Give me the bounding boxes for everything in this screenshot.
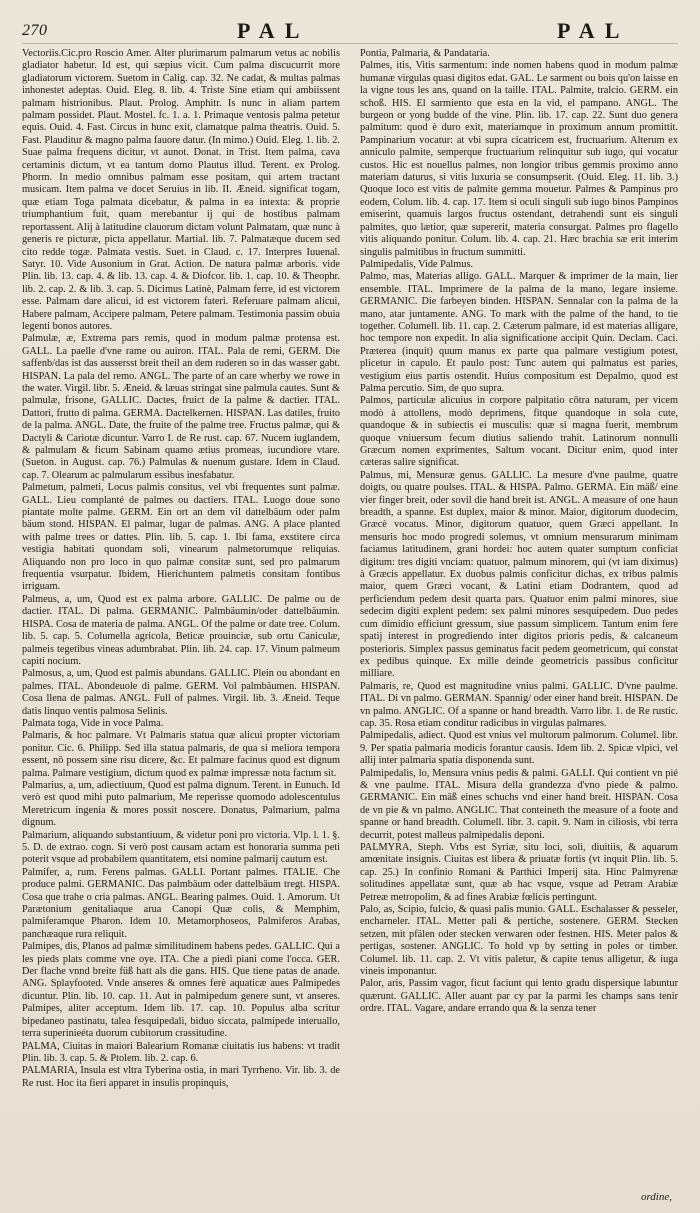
page-header — [22, 18, 678, 44]
header-rule — [22, 43, 678, 44]
dictionary-entry: Palmifer, a, rum. Ferens palmas. GALLI. Portant palmes. ITALIE. Che produce palmi. GERMANIC. Das palmbäum oder dattelbäum tregt. HISPA. Cosa que trahe o cria palmas. ANGL. Bearing palmes. Ouid. 1. Amorum. Ut Parætonium genitaliaque arua Canopi Quæ colis, & Memphim, palmiferamque Pharon. Idem 10. Metamorphoseos, Palmiferos Arabas, panchæaque rura reliquit. — [22, 866, 340, 940]
dictionary-entry: Palmipes, dis, Planos ad palmæ similitudinem habens pedes. GALLIC. Qui a les pieds plats comme vne oye. ITA. Che a piedi piani come l'occa. GER. Der flache vnnd breite füß hatt als die gans. HIS. Que tiene patas de anade. ANG. Splayfooted. Vnde anseres & omnes ferè aquaticæ aues Palmipedes dicuntur. Plin. lib. 10. cap. 11. Aut in palmipedum genere sunt, vt anseres. Palmipes, aliter acceptum. Idem lib. 17. cap. 10. Populus alba scritur bipedaneo pastinatu, talea fesquipedali, biduo siccata, palmipede interuallo, terra superinieéta duorum cubitorum crassitudine. — [22, 941, 340, 1040]
dictionary-entry: Palmata toga, Vide in voce Palma. — [22, 717, 164, 729]
running-head-right: PAL — [557, 18, 630, 43]
dictionary-entry: Palor, aris, Passim vagor, ficut faciunt qui lento gradu dispersique labuntur quærunt. GALLIC. Aller auant par cy par la parmi les champs sans tenir ordre. ITAL. Vagare, andare errando qua & la senza tener — [360, 978, 678, 1015]
catchword: ordine, — [640, 1191, 672, 1203]
dictionary-entry: Pontia, Palmaria, & Pandataria. — [360, 48, 490, 59]
dictionary-entry: Palmetum, palmeti, Locus palmis consitus, vel vbi frequentes sunt palmæ. GALL. Lieu complanté de palmes ou dactiers. ITAL. Luogo doue sono piantate molte palme. GERM. Ein ort an dem vil dattelbäum oder palm bäum stond. HISPAN. El palmar, lugar de palmas. ANG. A place planted with palme trees or dattes. Plin. lib. 5. cap. 1. Ibi fama, exstitere circa vestigia habitati quondam soli, vinearum palmetorumque reliquias. Aliquando non pro loco in quo palmæ consitæ sunt, sed pro palmarum frequentia vsurpatur. Ibidem, Hierichuntem palmetis consitam fontibus irriguam. — [22, 482, 340, 593]
dictionary-entry: Palmarium, aliquando substantiuum, & videtur poni pro victoria. Vlp. l. 1. §. 5. D. de extrao. cogn. Si verò post causam actam est honoraria summa peti poterit vsque ad probabilem quantitatem, etsi nomine palmarij cautum est. — [22, 829, 340, 866]
dictionary-entry: PALMARIA, Insula est vltra Tyberina ostia, in mari Tyrrheno. Vir. lib. 3. de Re rust. Hoc ita fieri apparet in insulis propinquis, — [22, 1065, 340, 1089]
dictionary-entry: Palmosus, a, um, Quod est palmis abundans. GALLIC. Plein ou abondant en palmes. ITAL. Abondeuole di palme. GERM. Vol palmbäumen. HISPAN. Cosa llena de palmas. ANGL. Full of palmes. Virgil. lib. 3. Æneid. Teque datis linquo ventis palmosa Selinis. — [22, 668, 340, 717]
dictionary-entry: Palmarius, a, um, adiectiuum, Quod est palma dignum. Terent. in Eunuch. Id verò est quod mihi puto palmarium, Me reperisse quomodo adolescentulus Meretricum ingenia & mores possit noscere. Donatus, Palmarium, palma dignum. — [22, 779, 340, 829]
left-column — [22, 48, 340, 1090]
dictionary-entry: Vectoriis.Cic.pro Roscio Amer. Alter plurimarum palmarum vetus ac nobilis gladiator habetur. Id est, qui sæpius vicit. Cum palma discucurrit more gladiatorum victorem. Suetom in Calig. cap. 32. Ne cadat, & multas palmas inhonestet adeptas. Ouid. Eleg. 8. lib. 4. Triste Sine etiam qui ambiissent palmam histrionibus. Plaut. Prolog. Amphitr. Is nunc in aliam partem palmam possidet. Plaut. Mostel. fc. 1. a. 1. Primaque ventosis palma petetur equis. Ouid. 4. Fast. Circus in hunc exit, clamatque palma theatris. Ouid. 5. Fast. Plauditur & magno palma fauore datur. (In mimo.) Ouid. Eleg. 1. lib. 2. Suae palma frequens dicitur, vt aunot. Donat. in Trist. Item palma, cava certaminis dictum, vt ea tantum domo Plautus illud. Terent. ex Prolog. Phorm. In medio omnibus palmam esse positam, qui artem tractant musicam. Item palma ve docet Seruius in lib. II. Æneid. significat togam, quæ etiam Toga palmata dicebatur, & palma in ea intexta: & proprie triumphantium fuit, quam merebantur ij qui de hostibus palmam reportassent. Alij à latitudine clauorum dictam volunt Palmatam, quæ nunc à generis re picturæ, picta appellatur. Martial. lib. 7. Palmatæque ducem sed cito redde togæ. Palmata vestis. Suet. in Claud. c. 17. Interpres Iuuenal. Satyr. 10. Vide Ausonium in Grat. Action. De natura palmæ arboris. vide Plin. lib. 13. cap. 4. & lib. 13. cap. 4. & Diofcor. lib. 1. cap. 10. & Theophr. lib. 2. cap. 2. & lib. 3. cap. 5. Dicimus Latinè, Palmam ferre, id est victorem esse. Palmam dare alicui, id est victorem fateri. Referuare palmam alicui, Habere palmam, Accipere palmam, Petere palmam. Testimonia passim obuia legenti bonos autores. — [22, 48, 340, 332]
dictionary-entry: PALMYRA, Steph. Vrbs est Syriæ, situ loci, soli, diuitiis, & aquarum amœnitate insignis. Ciuitas est libera & priuatæ fortis (vt inquit Plin. lib. 5. cap. 25.) In confinio Romani & Parthici Imperij sita. Hinc Palmyrenæ solitudines appellatæ sunt, quæ ab hac vsque, vsque ad Petram Arabiæ Petreæ metropolim, & ad fines Arabiæ fœlicis pertingunt. — [360, 842, 678, 903]
two-column-body — [22, 48, 678, 1090]
page-number: 270 — [22, 22, 48, 39]
dictionary-entry: Palmes, itis, Vitis sarmentum: inde nomen habens quod in modum palmæ humanæ virgulas quasi digitos edat. GAL. Le sarment ou bois qu'on laisse en la vigne tous les ans, quand on la taille. ITAL. Palmite, tralcio. GERM. ein schoß. HIS. El sarmiento que esta en la vid, el pampano. ANGL. The burgeon or yong budde of the vine. Plin. lib. 17. cap. 22. Sunt duo genera palmitum: quod è duro exit, materiamque in proximum annum promittit. Pampinarium vocatur: at vbi supra cicatricem est, fructuarium. Alterum ex anniculo palmite, semperque fructuarium relinquitur sub iugo, qui vocatur custos. Hic est nouellus palmes, non longior tribus gemmis proximo anno materiam daturus, si vitis luxuria se consumpserit. (Ouid. Eleg. 11. lib. 3.) Quoque loco est vitis de palmite gemma mouetur. Palmes & Pampinus pro eodem, Colum. lib. 4. cap. 17. Item si oculi singuli sub iugo binos Pampinos emiserint, quamuis largos fructus ostendant, detrahendi sunt eis singuli palmites, quo lætior, quæ supererit, materia consurgat. Palmes pro flagello vitis aliquando ponitur. Colum. lib. 4. cap. 21. Hæc brachia sæ erit interim singulis palmitibus in fructum summitti. — [360, 60, 678, 258]
dictionary-entry: Palmeus, a, um, Quod est ex palma arbore. GALLIC. De palme ou de dactier. ITAL. Di palma. GERMANIC. Palmbäumin/oder dattelbäumin. HISPA. Cosa de materia de palma. ANGL. Of the palme or date tree. Colum. lib. 5. cap. 5. Columella agricola, Beticæ prouinciæ, sub ortu Caniculæ, palmeis tegetibus vineas adumbrabat. Plin. lib. 24. cap. 17. Vinum palmeum capiti nocium. — [22, 593, 340, 667]
right-column — [360, 48, 678, 1090]
dictionary-entry: Palmaris, re, Quod est magnitudine vnius palmi. GALLIC. D'vne paulme. ITAL. Di vn palmo. GERMAN. Spannig/ oder einer hand breit. HISPAN. De vn palmo. ANGLIC. Of a spanne or hand breadth. Varro libr. 1. de Re rustic. cap. 35. Rosa etiam conditur radicibus in virgulas palmares. — [360, 680, 678, 729]
dictionary-entry: Palo, as, Scipio, fulcio, & quasi palis munio. GALL. Eschalasser & pesseler, encharneler. ITAL. Metter pali & pertiche, sostenere. GERM. Stecken setzen, mit pfälen oder stecken verwaren oder festnen. HIS. Meter palos & pertigas, sostener. ANGLIC. To hold vp by setting in poles or timber. Columel. lib. 11. cap. 2. Vt vitis paletur, & capite tenus alligetur, & iuga vineis imponantur. — [360, 904, 678, 978]
dictionary-entry: Palmipedalis, Vide Palmus. — [360, 258, 474, 270]
dictionary-entry: PALMA, Ciuitas in maiori Balearium Romanæ ciuitatis ius habens: vt tradit Plin. lib. 3. cap. 5. & Ptolem. lib. 2. cap. 6. — [22, 1040, 340, 1064]
running-head-left: PAL — [237, 18, 310, 43]
dictionary-entry: Palmaris, & hoc palmare. Vt Palmaris statua quæ alicui propter victoriam ponitur. Cic. 6. Philipp. Sed illa statua palmaris, de qua si meliora tempora essent, nō possem sine risu dicere, &c. Et palmare facinus quod est dignum palma. Palmare vestigium, dictum quod ex palmæ impressæ nota factum sit. — [22, 730, 340, 779]
dictionary-entry: Palmo, mas, Materias alligo. GALL. Marquer & imprimer de la main, lier ensemble. ITAL. Imprimere de la palma de la mano, legare insieme. GERMANIC. Die farbeyen binden. HISPAN. Sennalar con la palma de la mano, atar juntamente. ANG. To mark with the palme of the hand, to tie together. Columell. lib. 11. cap. 2. Cæterum palmare, id est materias alligare, hoc tempore non expedit. In alia significatione accipit Quin. Declam. Caci. Præterea (inquit) quum manus ex parte qua palmare vestigium potest, plicetur in capulo. Et paulo post: Tunc autem qui palmatus est paries, vestigium eius partis ostendit. Huius compositum est Depalmo, quod est Palma percutio. Sim, de quo supra. — [360, 271, 678, 394]
dictionary-entry: Palmipedalis, adiect. Quod est vnius vel multorum palmorum. Columel. libr. 9. Per spatia palmaria modicis forantur causis. Idem lib. 2. Spicæ vlpici, vel allij inter palmaria spatia disponenda sunt. — [360, 730, 678, 767]
dictionary-entry: Palmulæ, æ, Extrema pars remis, quod in modum palmæ protensa est. GALL. La paelle d'vne rame ou auiron. ITAL. Pala de remi, GERM. Die saffenb/das ist das aussersst breit theil an dem ruderen so in das wasser gabt. HISPAN. La pala del remo. ANGL. The parte of an care wherby we rowe in the water. Virgil. libr. 5. Æneid. & læuas stringat sine palmula cautes. Sunt & palmulæ, frisone, GALLIC. Dactes, fruict de la palme & dactier. ITAL. Dattori, frutto di palma. GERMA. Dactelkernen. HISPAN. Las datiles, fruito de la palma. ANGL. Date, the fruite of the palme tree. Fructus palmæ, qui & Dactyli & Cariotæ dicuntur. Varro I. de Re rust. cap. 67. Nucem iuglandem, & palmulam & ficum Sabinam quamo ætius promeas, iucundiore vtare. (Sueton. in August. cap. 76.) Palmulas & nuenum gustare. Idem in Claud. cap. 7. Olearum ac palmularum essibus inesfabatur. — [22, 333, 340, 481]
dictionary-entry: Palmipedalis, lo, Mensura vnius pedis & palmi. GALLI. Qui contient vn pié & vne paulme. ITAL. Misura della grandezza d'vno piede & palmo. GERMANIC. Ein mäß eines schuchs vnd einer hand breit. HISPAN. Cosa de vn pie & vn palmo. ANGLIC. That conteineth the measure of a foote and spanne or hand breadth. Columell. libr. 3. capit. 9. Nam in ciliosis, vbi terra decurrit, potest malleus palmipedalis deponi. — [360, 767, 678, 841]
dictionary-entry: Palmus, mi, Mensuræ genus. GALLIC. La mesure d'vne paulme, quatre doigts, ou quatre poulses. ITAL. & HISPA. Palmo. GERMA. Ein mäß/ eine vier finger breit, oder sovil die hand breit ist. ANGL. A measure of one haun breadth, a spanne. Est duplex, maior & minor. Maior, digitorum duodecim, Græcè vocatus. Minor, digitorum quatuor, quem Græci appellant. In mensuris hoc modo progredi solemus, vt omnium mensurarum minimam faciamus latitudinem, grani hordei: hoc autem quater sumptum conficiat digitum: tres digiti vnciam: quatuor, palmum minorem, qui (vt iam diximus) à Græcis appellatur. Ex duobus palmis conficitur dichas, ex tribus palmis maior, quem Græci vocant, & Latini etiam Dodrantem, quod ad perficiendum pedem desit quarta pars. Quatuor enim palmi minores, siue sedecim digiti explent pedem: sex palmi minores sesquipedem. Duo pedes cum dimidio efficiunt gressum, siue passum simplicem. Tantum enim fere spatij interest in progrediendo inter digitos prioris pedis, & calcaneum posterioris. Simplex passus geminatus facit pedem geometricum, qui constat ex pedibus quinque. Ex mille deinde geometricis passibus conficitur milliare. — [360, 469, 678, 680]
dictionary-entry: Palmos, particulæ alicuius in corpore palpitatio cōtra naturam, per vicem modò à attollens, modò deprimens, fitque quandoque in sola cute, quandoque & in subiectis ei musculis: quæ si magna fuerit, membrum quoque vniuersum fecum diutius saliendo trahit. Latinorum nonnulli Græcum nomen exprimentes, Saltum vocant. Dicitur enim, quod inter cæteras salire significat. — [360, 395, 678, 469]
